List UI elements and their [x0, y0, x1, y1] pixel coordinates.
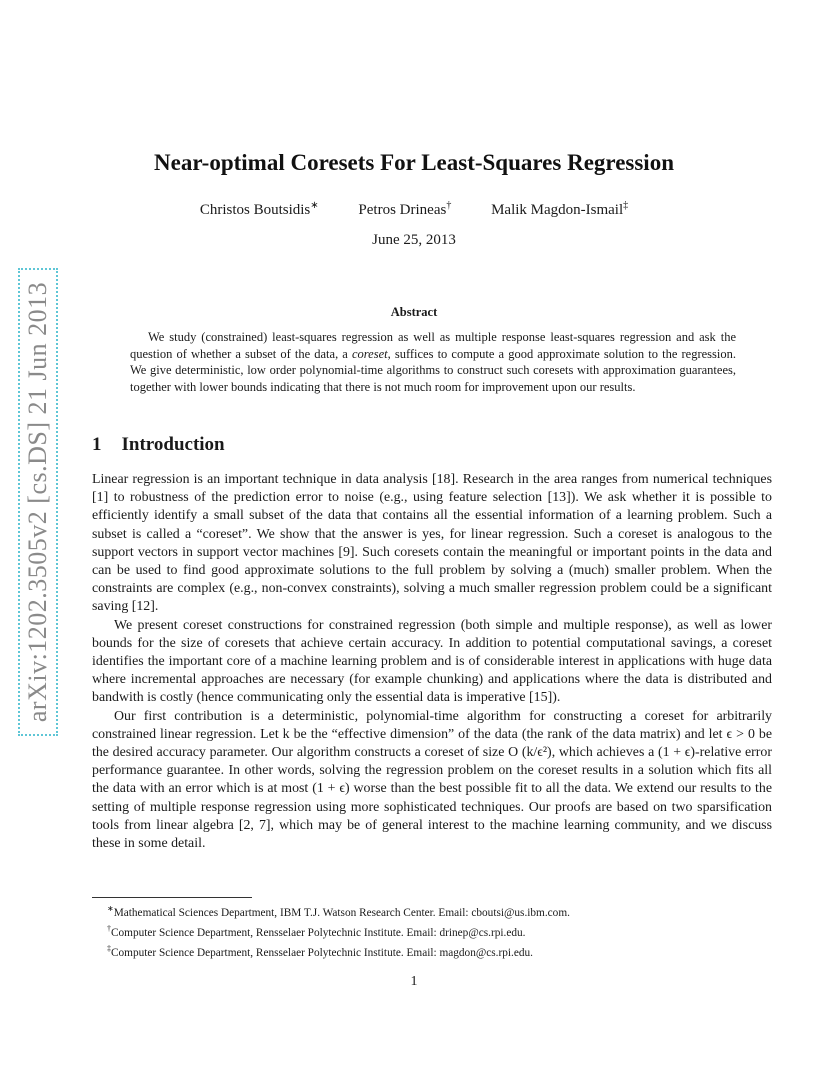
abstract-heading: Abstract: [390, 305, 438, 319]
footnote: [107, 921, 767, 941]
section-body: [92, 471, 772, 853]
footnote-text: Computer Science Department, Rensselaer Polytechnic Institute. Email: drinep@cs.rpi.edu.: [111, 926, 526, 939]
page-number: 1: [410, 974, 418, 989]
author: [358, 200, 451, 219]
abstract-text-part: , suffices to compute a good approximate solution to the regression. We give deterministic, low order polynomial-time algorithms to construct such coresets with approximation guarantees, together with lower bounds indicating that there is not much room for improvement upon our results.: [130, 346, 736, 394]
author-footnote-mark: ∗: [310, 200, 319, 211]
author-name: Malik Magdon-Ismail: [491, 202, 624, 218]
footnote-mark: †: [107, 923, 111, 933]
author: [200, 200, 319, 219]
footnote: [107, 901, 767, 921]
arxiv-stamp: [18, 268, 58, 736]
section-heading: [92, 434, 225, 456]
author-list: [0, 200, 828, 219]
abstract-text: [130, 329, 736, 395]
paragraph: Our first contribution is a deterministic, polynomial-time algorithm for constructing a coreset for arbitrarily constrained linear regression. Let k be the “effective dimension” of the data (the rank of the data matrix) and let ϵ > 0 be the desired accuracy parameter. Our algorithm constructs a coreset of size O (k/ϵ²), which achieves a (1 + ϵ)-relative error performance guarantee. In other words, solving the regression problem on the coreset results in a solution which fits all the data with an error which is at most (1 + ϵ) worse than the best possible fit to all the data. We extend our results to the setting of multiple response regression using more sophisticated techniques. Our proofs are based on two sparsification tools from linear algebra [2, 7], which may be of general interest to the machine learning community, and we discuss these in some detail.: [92, 708, 772, 852]
footnote-text: Mathematical Sciences Department, IBM T.J. Watson Research Center. Email: cboutsi@us.ibm.com.: [113, 906, 570, 919]
author: [491, 200, 628, 219]
paper-date: June 25, 2013: [372, 232, 456, 248]
section-number: 1: [92, 434, 102, 455]
abstract-emphasis: coreset: [351, 346, 388, 361]
footnote-mark: ‡: [107, 943, 111, 953]
author-name: Petros Drineas: [358, 202, 447, 218]
arxiv-id: arXiv:1202.3505v2 [cs.DS] 21 Jun 2013: [23, 281, 52, 723]
section-title: Introduction: [121, 434, 225, 455]
author-name: Christos Boutsidis: [199, 202, 311, 218]
paragraph: Linear regression is an important technique in data analysis [18]. Research in the area ranges from numerical techniques [1] to robustness of the prediction error to noise (e.g., using feature selection [13]). We ask whether it is possible to efficiently identify a small subset of the data that contains all the essential information of a learning problem. Such a subset is called a “coreset”. We show that the answer is yes, for linear regression. Such a coreset is analogous to the support vectors in support vector machines [9]. Such coresets contain the meaningful or important points in the data and can be used to find good approximate solutions to the full problem by solving a (much) smaller problem. When the constraints are complex (e.g., non-convex constraints), solving a much smaller regression problem could be a significant saving [12].: [92, 472, 772, 615]
footnotes: [107, 901, 767, 960]
paper-title: Near-optimal Coresets For Least-Squares Regression: [154, 150, 674, 175]
footnote-mark: ∗: [107, 904, 114, 913]
author-footnote-mark: †: [446, 200, 452, 211]
abstract-text-part: We study (constrained) least-squares regression as well as multiple response least-squares regression and ask the question of whether a subset of the data, a: [130, 330, 736, 361]
footnote: [107, 941, 767, 961]
footnote-text: Computer Science Department, Rensselaer Polytechnic Institute. Email: magdon@cs.rpi.edu.: [111, 946, 534, 959]
footnote-divider: [92, 897, 252, 898]
author-footnote-mark: ‡: [623, 200, 629, 211]
paragraph: We present coreset constructions for constrained regression (both simple and multiple response), as well as lower bounds for the size of coresets that achieve certain accuracy. In addition to potential computational savings, a coreset identifies the important core of a machine learning problem and is of considerable interest in applications with huge data where incremental approaches are necessary (for example chunking) and applications where the data is distributed and bandwith is costly (hence communicating only the essential data is imperative [15]).: [92, 617, 772, 706]
